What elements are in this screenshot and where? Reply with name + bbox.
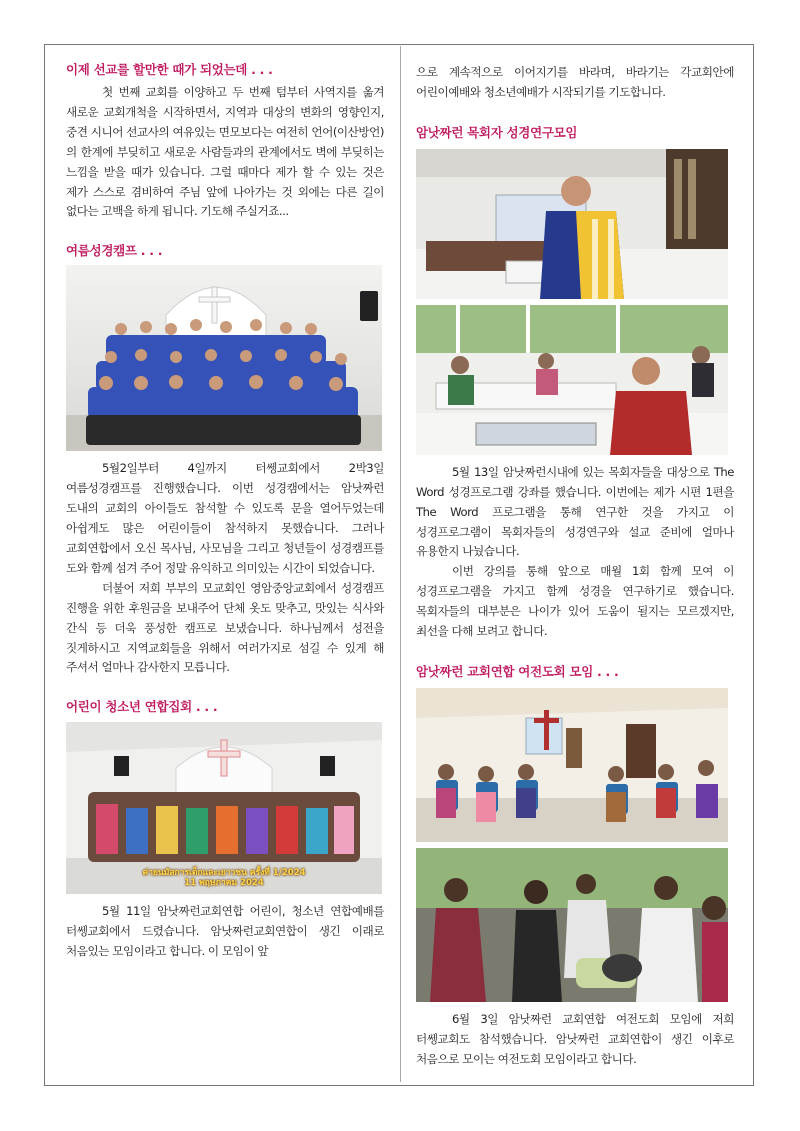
youth-paragraph: 5월 11일 암낫짜런교회연합 어린이, 청소년 연합예배를 터쎙교회에서 드렸습니다. 암낫짜런교회연합이 생긴 이래로 처음있는 모임이라고 합니다. 이 모임이 앞 — [66, 904, 384, 959]
youth-photo-caption-thai: ค่ายนมัสการเด็กและเยาวชน ครั้งที่ 1/2024 — [142, 868, 306, 879]
camp-paragraph-1: 5월2일부터 4일까지 터쎙교회에서 2박3일 여름성경캠프를 진행했습니다. 이번 성경캠에서는 암낫짜런 도내의 교회의 아이들도 참석할 수 있도록 문을 열어두었는데 아쉽게도 많은 어린이들이 참석하지 못했습니다. 그러나 교회연합에서 오신 목사님, 사모님을 그리고 청년들이 성경캠프를 도와 함께 섬겨 주어 정말 유익하고 의미있는 시간이 되었습니다. — [66, 461, 384, 575]
pastors-paragraph-2: 이번 강의를 통해 앞으로 매월 1회 함께 모여 이 성경프로그램을 가지고 함께 성경을 연구하기로 했습니다. 목회자들의 대부분은 나이가 있어 도움이 될지는 모르겠지만, 최선을 다해 보려고 합니다. — [416, 564, 734, 639]
youth-heading: 어린이 청소년 연합집회 . . . — [66, 699, 218, 715]
women-heading: 암낫짜런 교회연합 여전도회 모임 . . . — [416, 663, 619, 679]
right-column — [416, 60, 734, 1070]
intro-heading: 이제 선교를 할만한 때가 되었는데 . . . — [66, 62, 273, 77]
pastors-lecture-photo — [416, 149, 728, 299]
youth-photo-caption — [66, 868, 382, 888]
camp-paragraph-2: 더불어 저희 부부의 모교회인 영암중앙교회에서 성경캠프 진행을 위한 후원금을 보내주어 단체 옷도 맞추고, 맛있는 식사와 간식 등 더욱 풍성한 캠프로 보냈습니다. 하나님께서 성전을 짓게하시고 지역교회들을 위해서 여러가지로 섬길 수 있게 해 주셔서 얼마나 감사한지 모릅니다. — [66, 580, 384, 675]
intro-paragraph: 첫 번째 교회를 이양하고 두 번째 텀부터 사역지를 옮겨 새로운 교회개척을 시작하면서, 지역과 대상의 변화의 영향인지, 중견 시니어 선교사의 여유있는 면모보다는 여전히 언어(이산방언)의 한계에 부딪히고 새로운 사람들과의 관계에서도 벽에 부딪히는 느낌을 받을 때가 있습니다. 그럴 때마다 제가 할 수 있는 것은 제가 스스로 겸비하여 주님 앞에 나아가는 것 외에는 다른 길이 없다는 고백을 하게 됩니다. 기도해 주실거죠... — [66, 85, 384, 219]
women-fellowship-photo — [416, 848, 728, 1002]
youth-photo-caption-date: 11 พฤษภาคม 2024 — [184, 878, 264, 889]
camp-heading: 여름성경캠프 . . . — [66, 243, 163, 259]
youth-paragraph-continued: 으로 계속적으로 이어지기를 바라며, 바라기는 각교회안에 어린이예배와 청소년예배가 시작되기를 기도합니다. — [416, 65, 734, 99]
youth-gathering-photo — [66, 722, 382, 894]
pastors-study-photo — [416, 305, 728, 455]
summer-camp-photo — [66, 265, 382, 451]
column-divider — [400, 46, 401, 1082]
left-column — [66, 60, 384, 962]
women-paragraph: 6월 3일 암낫짜런 교회연합 여전도회 모임에 저희 터쎙교회도 참석했습니다. 암낫짜런 교회연합이 생긴 이후로 처음으로 모이는 여전도회 모임이라고 합니다. — [416, 1011, 734, 1066]
pastors-heading: 암낫짜런 목회자 성경연구모임 — [416, 124, 578, 140]
pastors-paragraph-1: 5월 13일 암낫짜런시내에 있는 목회자들을 대상으로 The Word 성경프로그램 강좌를 했습니다. 이번에는 제가 시편 1편을 The Word 프로그램을 통해 연구한 것을 가지고 이 성경프로그램이 목회자들의 성경연구와 설교 준비에 얼마나 유용한지 나눴습니다. — [416, 464, 734, 559]
women-meeting-photo — [416, 688, 728, 842]
